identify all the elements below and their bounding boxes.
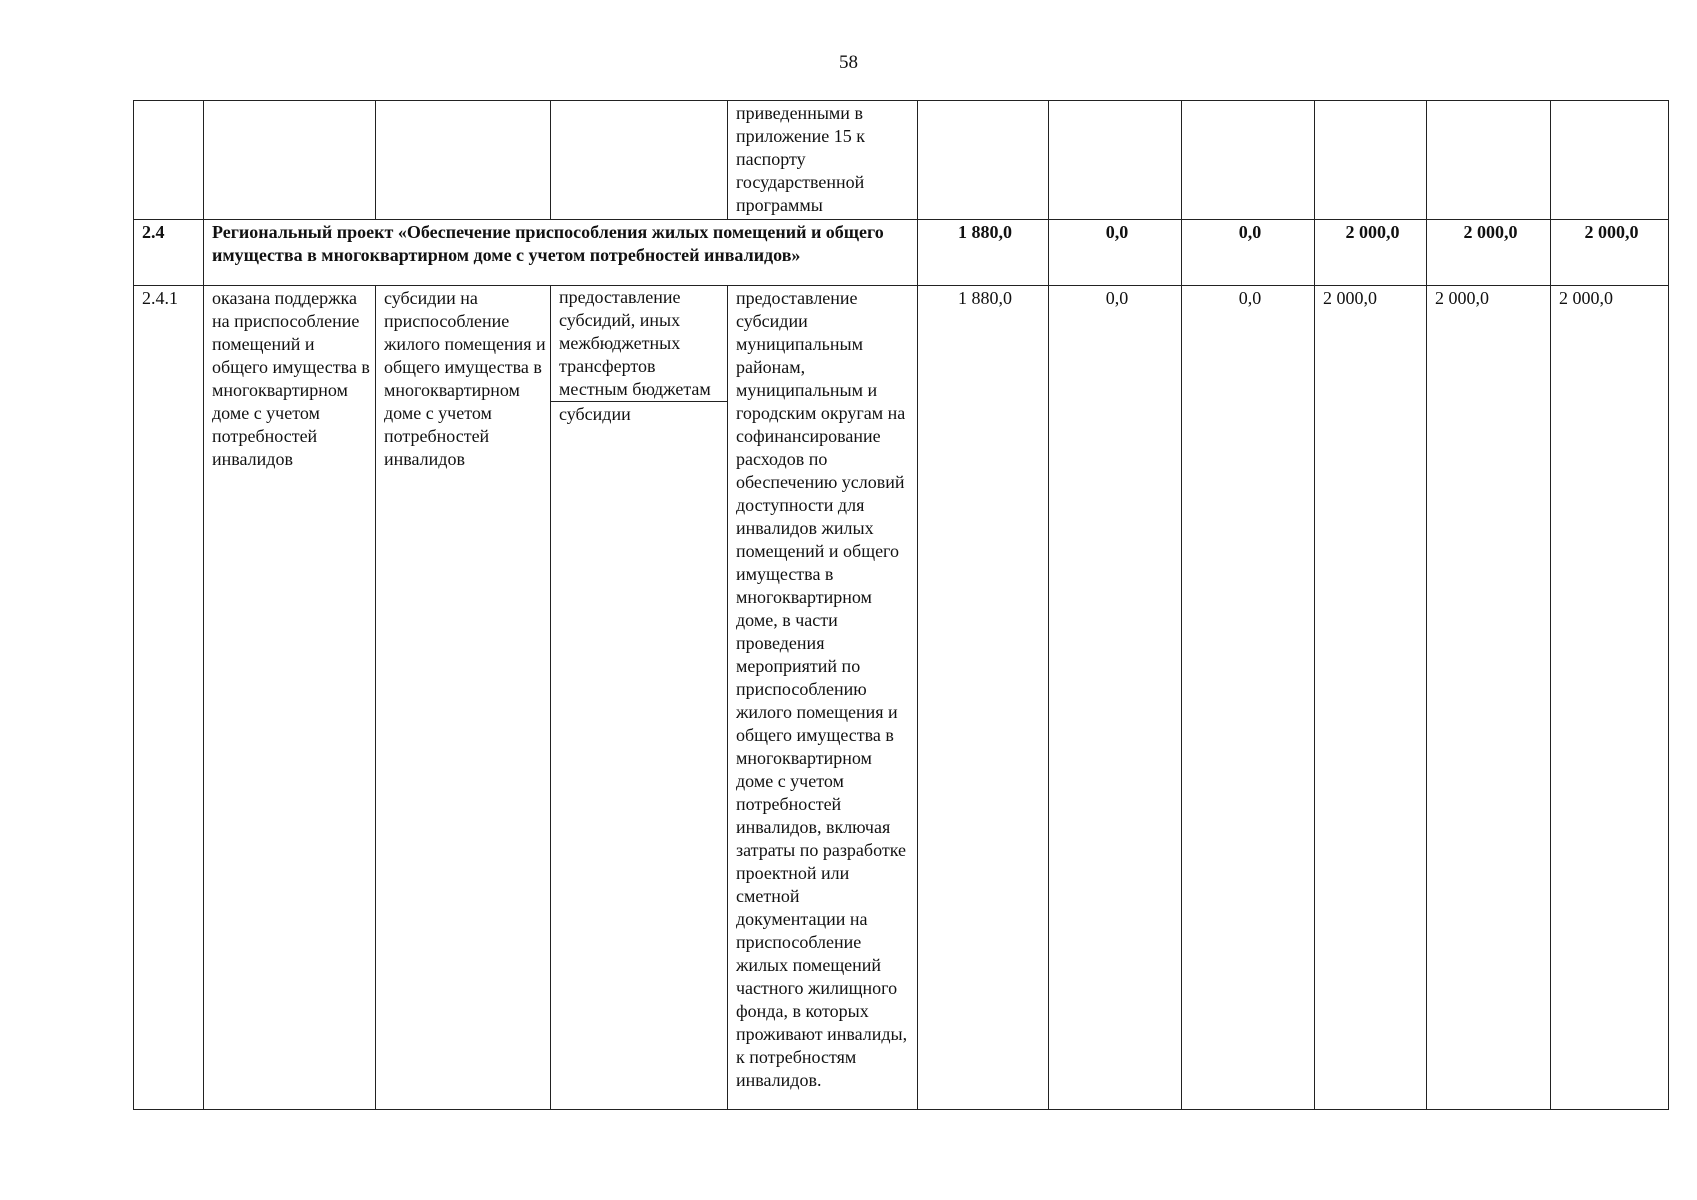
project-title: Региональный проект «Обеспечение приспособления жилых помещений и общего имущества в многоквартирном доме с учетом потребностей инвалидов» bbox=[204, 220, 918, 286]
cell-value bbox=[1551, 101, 1669, 220]
cell-subsidy-type bbox=[376, 101, 551, 220]
cell-code bbox=[134, 101, 204, 220]
item-transfer-cell bbox=[551, 286, 728, 1110]
project-value: 2 000,0 bbox=[1315, 220, 1427, 286]
item-result: оказана поддержка на приспособление помещений и общего имущества в многоквартирном доме с учетом потребностей инвалидов bbox=[204, 286, 376, 1110]
cell-result bbox=[204, 101, 376, 220]
item-transfer-subtype: субсидии bbox=[559, 404, 631, 424]
table-row-item bbox=[134, 286, 1669, 1110]
project-value: 0,0 bbox=[1182, 220, 1315, 286]
cell-value bbox=[918, 101, 1049, 220]
program-table bbox=[133, 100, 1669, 1110]
cell-value bbox=[1427, 101, 1551, 220]
page-number: 58 bbox=[839, 52, 858, 73]
project-code: 2.4 bbox=[134, 220, 204, 286]
cell-measure: приведенными в приложение 15 к паспорту государственной программы bbox=[728, 101, 918, 220]
item-value: 0,0 bbox=[1182, 286, 1315, 1110]
cell-value bbox=[1315, 101, 1427, 220]
item-value: 2 000,0 bbox=[1551, 286, 1669, 1110]
item-code: 2.4.1 bbox=[134, 286, 204, 1110]
project-value: 2 000,0 bbox=[1551, 220, 1669, 286]
item-value: 2 000,0 bbox=[1427, 286, 1551, 1110]
item-measure: предоставление субсидии муниципальным районам, муниципальным и городским округам на софинансирование расходов по обеспечению условий доступности для инвалидов жилых помещений и общего имущества в многоквартирном доме, в части проведения мероприятий по приспособлению жилого помещения и общего имущества в многоквартирном доме с учетом потребностей инвалидов, включая затраты по разработке проектной или сметной документации на приспособление жилых помещений частного жилищного фонда, в которых проживают инвалиды, к потребностям инвалидов. bbox=[728, 286, 918, 1110]
item-value: 0,0 bbox=[1049, 286, 1182, 1110]
project-value: 1 880,0 bbox=[918, 220, 1049, 286]
cell-value bbox=[1049, 101, 1182, 220]
project-value: 2 000,0 bbox=[1427, 220, 1551, 286]
item-transfer-type: предоставление субсидий, иных межбюджетных трансфертов местным бюджетам bbox=[551, 286, 727, 402]
cell-value bbox=[1182, 101, 1315, 220]
item-value: 1 880,0 bbox=[918, 286, 1049, 1110]
item-value: 2 000,0 bbox=[1315, 286, 1427, 1110]
cell-transfer-type bbox=[551, 101, 728, 220]
table-row-continuation bbox=[134, 101, 1669, 220]
item-subsidy-type: субсидии на приспособление жилого помещения и общего имущества в многоквартирном доме с учетом потребностей инвалидов bbox=[376, 286, 551, 1110]
table-row-project bbox=[134, 220, 1669, 286]
project-value: 0,0 bbox=[1049, 220, 1182, 286]
